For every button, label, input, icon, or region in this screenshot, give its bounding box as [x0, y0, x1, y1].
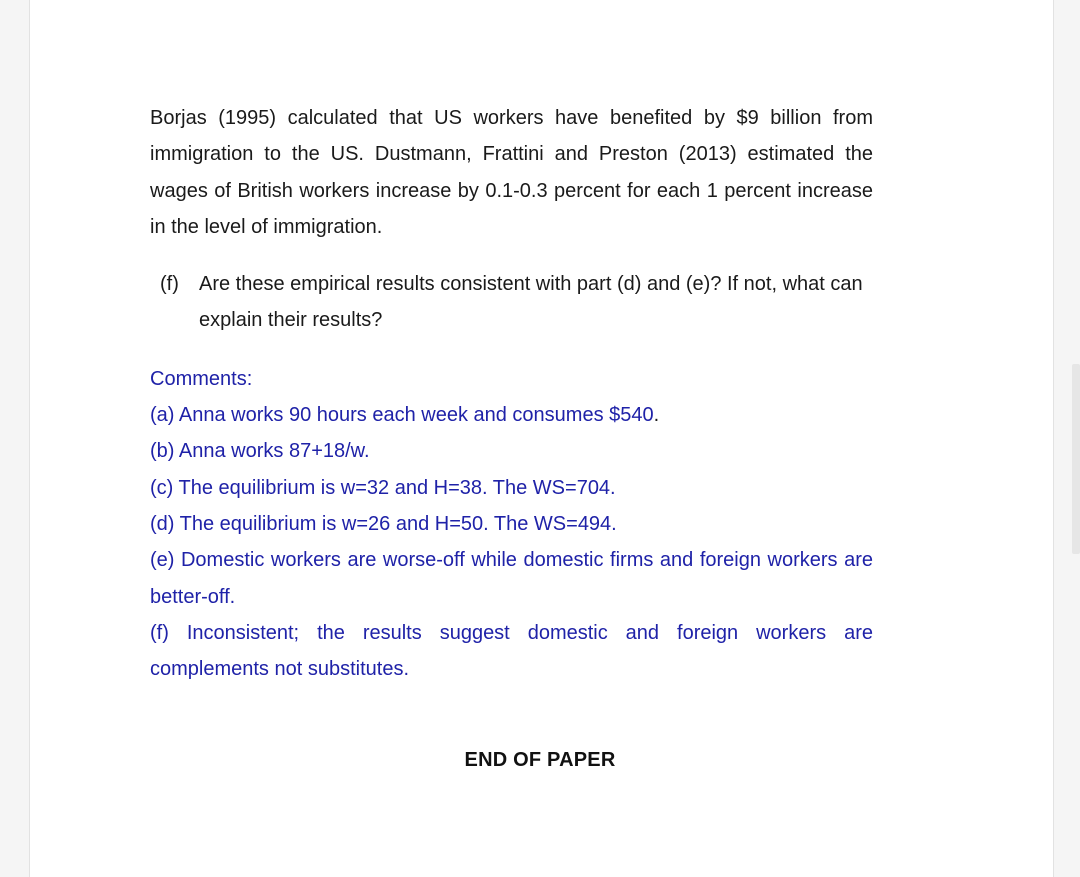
question-f — [150, 266, 873, 339]
comment-a-period: . — [653, 404, 660, 427]
comments-section — [150, 361, 873, 688]
comment-b: (b) Anna works 87+18/w. — [150, 440, 370, 463]
page-content — [150, 100, 873, 687]
comment-e: (e) Domestic workers are worse-off while domestic firms and foreign workers are better-off. — [150, 549, 873, 608]
comments-heading: Comments: — [150, 367, 253, 390]
question-text: Are these empirical results consistent with part (d) and (e)? If not, what can explain their results? — [199, 273, 863, 332]
intro-paragraph: Borjas (1995) calculated that US workers have benefited by $9 billion from immigration to the US. Dustmann, Frattini and Preston (2013) estimated the wages of British workers increase by 0.1-0.3 percent for each 1 percent increase in the level of immigration. — [150, 107, 873, 238]
comment-d: (d) The equilibrium is w=26 and H=50. The WS=494. — [150, 512, 617, 535]
end-of-paper: END OF PAPER — [464, 749, 616, 771]
comment-f: (f) Inconsistent; the results suggest domestic and foreign workers are complements not substitutes. — [150, 621, 873, 681]
comment-c: (c) The equilibrium is w=32 and H=38. The WS=704. — [150, 476, 616, 499]
scrollbar-thumb[interactable] — [1072, 364, 1080, 554]
comment-a-text: (a) Anna works 90 hours each week and consumes $540 — [150, 404, 654, 427]
question-label: (f) — [160, 273, 179, 296]
comment-a — [150, 397, 873, 433]
